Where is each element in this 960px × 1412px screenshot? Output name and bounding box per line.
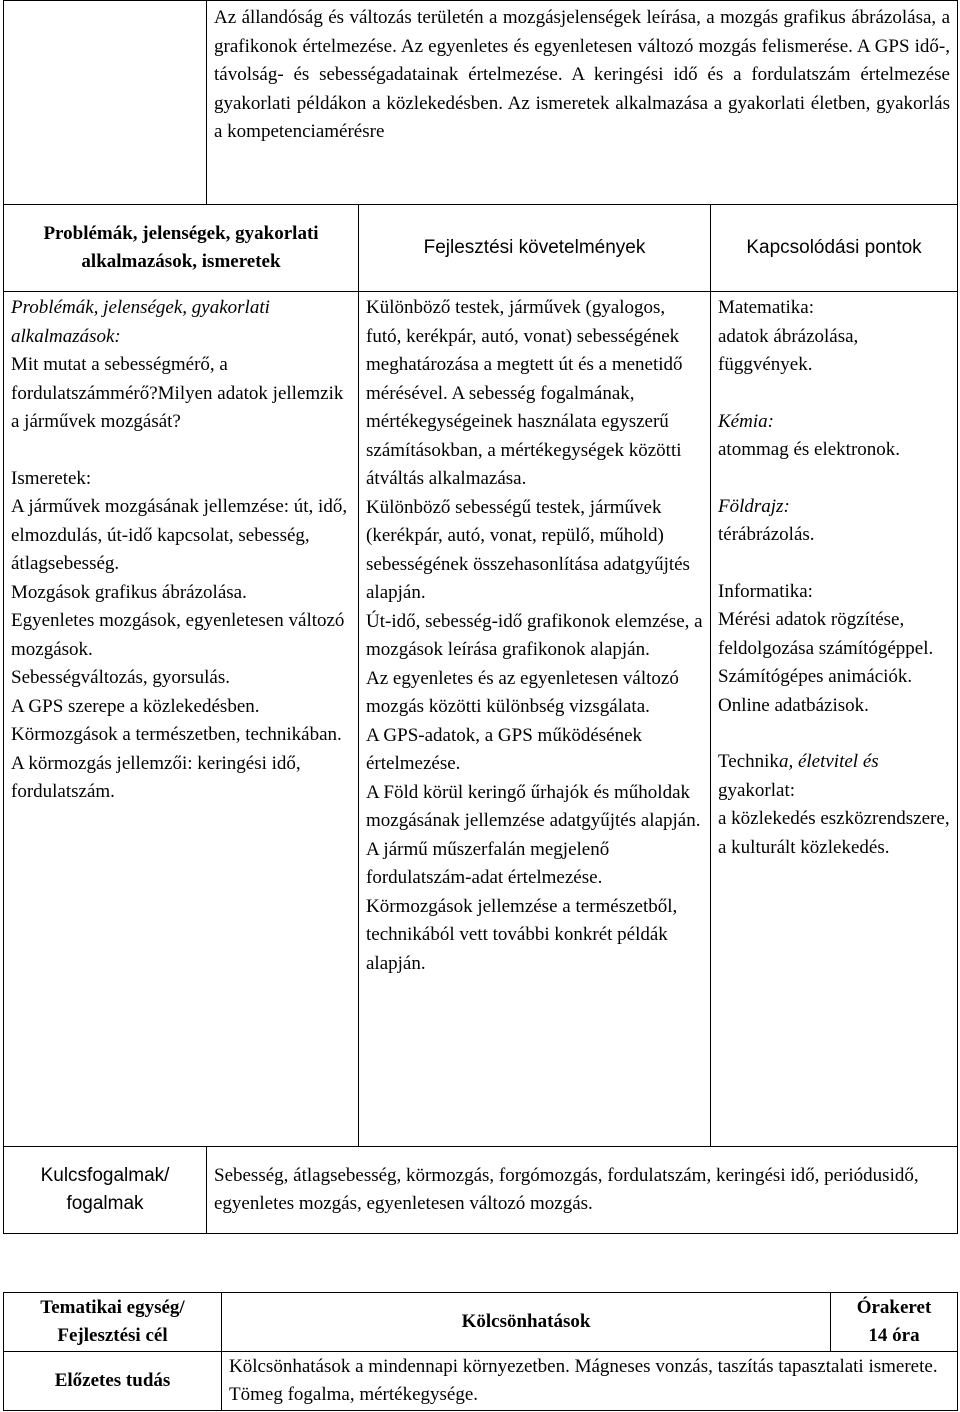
tech-label-part: Technik bbox=[718, 751, 779, 772]
connections-cell bbox=[711, 292, 958, 1147]
knowledge-line: Körmozgások a természetben, technikában. bbox=[11, 724, 342, 745]
prior-knowledge-text: Kölcsönhatások a mindennapi környezetben. Mágneses vonzás, taszítás tapasztalati ismerete. Tömeg fogalma, mértékegysége. bbox=[222, 1352, 958, 1411]
problems-heading: Problémák, jelenségek, gyakorlati alkalmazások: bbox=[11, 297, 270, 347]
tech-text: a közlekedés eszközrendszere, a kulturált közlekedés. bbox=[718, 808, 950, 858]
knowledge-line: Sebességváltozás, gyorsulás. bbox=[11, 667, 230, 688]
geo-label: Földrajz: bbox=[718, 495, 790, 517]
info-text: Mérési adatok rögzítése, feldolgozása számítógéppel. Számítógépes animációk. Online adatbázisok. bbox=[718, 609, 934, 716]
header-col2: Fejlesztési követelmények bbox=[359, 205, 711, 292]
math-label: Matematika: bbox=[718, 297, 815, 318]
tech-label bbox=[718, 748, 950, 805]
knowledge-line: A járművek mozgásának jellemzése: út, idő, elmozdulás, út-idő kapcsolat, sebesség, átlagsebesség. bbox=[11, 496, 348, 574]
hours-cell bbox=[831, 1293, 958, 1352]
tech-label-part: a, életvitel és bbox=[778, 751, 879, 772]
goals-label-cell bbox=[4, 1, 207, 205]
unit-table bbox=[3, 1292, 958, 1411]
content-row bbox=[4, 292, 958, 1147]
knowledge-line: A GPS szerepe a közlekedésben. bbox=[11, 695, 260, 717]
problems-text: Mit mutat a sebességmérő, a fordulatszámmérő?Milyen adatok jellemzik a járművek mozgását? bbox=[11, 354, 344, 432]
geo-text: térábrázolás. bbox=[718, 524, 815, 545]
requirement-item: Különböző testek, járművek (gyalogos, futó, kerékpár, autó, vonat) sebességének meghatározása a megtett út és a menetidő mérésével. A sebesség fogalmának, mértékegységeinek használata egyszerű számításokban, a mértékegységek közötti átváltás alkalmazása. bbox=[366, 297, 683, 489]
requirement-item: Különböző sebességű testek, járművek (kerékpár, autó, vonat, repülő, műhold) sebességének összehasonlítása adatgyűjtés alapján. bbox=[366, 496, 690, 603]
requirement-item: A Föld körül keringő űrhajók és műholdak mozgásának jellemzése adatgyűjtés alapján. bbox=[366, 781, 701, 831]
header-col1: Problémák, jelenségek, gyakorlati alkalmazások, ismeretek bbox=[4, 205, 359, 292]
requirements-cell bbox=[359, 292, 711, 1147]
info-label: Informatika: bbox=[718, 580, 813, 602]
unit-title: Kölcsönhatások bbox=[222, 1293, 831, 1352]
goals-row bbox=[4, 1, 958, 205]
knowledge-line: Egyenletes mozgások, egyenletesen változó mozgások. bbox=[11, 610, 345, 660]
key-concepts-row bbox=[4, 1147, 958, 1234]
hours-value: 14 óra bbox=[868, 1325, 920, 1346]
hours-label: Órakeret bbox=[856, 1296, 932, 1318]
chem-text: atommag és elektronok. bbox=[718, 439, 901, 460]
requirement-item: Az egyenletes és az egyenletesen változó mozgás közötti különbség vizsgálata. bbox=[366, 667, 679, 717]
prior-knowledge-label: Előzetes tudás bbox=[4, 1352, 222, 1411]
unit-label: Tematikai egység/ Fejlesztési cél bbox=[4, 1293, 222, 1352]
math-text: adatok ábrázolása, függvények. bbox=[718, 325, 859, 375]
header-row bbox=[4, 205, 958, 292]
goals-text: Az állandóság és változás területén a mozgásjelenségek leírása, a mozgás grafikus ábrázolása, a grafikonok értelmezése. Az egyenletes és egyenletesen változó mozgás felismerése. A GPS idő-, távolság- és sebességadatainak értelmezése. A keringési idő és a fordulatszám értelmezése gyakorlati példákon a közlekedésben. Az ismeretek alkalmazása a gyakorlati életben, gyakorlás a kompetenciamérésre bbox=[207, 1, 958, 205]
curriculum-table bbox=[3, 0, 958, 1234]
problems-cell bbox=[4, 292, 359, 1147]
knowledge-line: Mozgások grafikus ábrázolása. bbox=[11, 581, 247, 603]
key-concepts-label: Kulcsfogalmak/ fogalmak bbox=[4, 1147, 207, 1234]
requirement-item: A jármű műszerfalán megjelenő fordulatszám-adat értelmezése. bbox=[366, 838, 610, 888]
key-concepts-text: Sebesség, átlagsebesség, körmozgás, forgómozgás, fordulatszám, keringési idő, periódusidő, egyenletes mozgás, egyenletesen változó mozgás. bbox=[207, 1147, 958, 1234]
chem-label: Kémia: bbox=[718, 410, 774, 432]
requirement-item: Körmozgások jellemzése a természetből, technikából vett további konkrét példák alapján. bbox=[366, 895, 678, 974]
requirement-item: Út-idő, sebesség-idő grafikonok elemzése, a mozgások leírása grafikonok alapján. bbox=[366, 610, 703, 660]
header-col3: Kapcsolódási pontok bbox=[711, 205, 958, 292]
tech-label-part: gyakorlat: bbox=[718, 779, 796, 801]
prior-knowledge-row bbox=[4, 1352, 958, 1411]
knowledge-heading: Ismeretek: bbox=[11, 467, 92, 489]
unit-row bbox=[4, 1293, 958, 1352]
requirement-item: A GPS-adatok, a GPS működésének értelmezése. bbox=[366, 724, 643, 774]
knowledge-line: A körmozgás jellemzői: keringési idő, fordulatszám. bbox=[11, 752, 301, 802]
